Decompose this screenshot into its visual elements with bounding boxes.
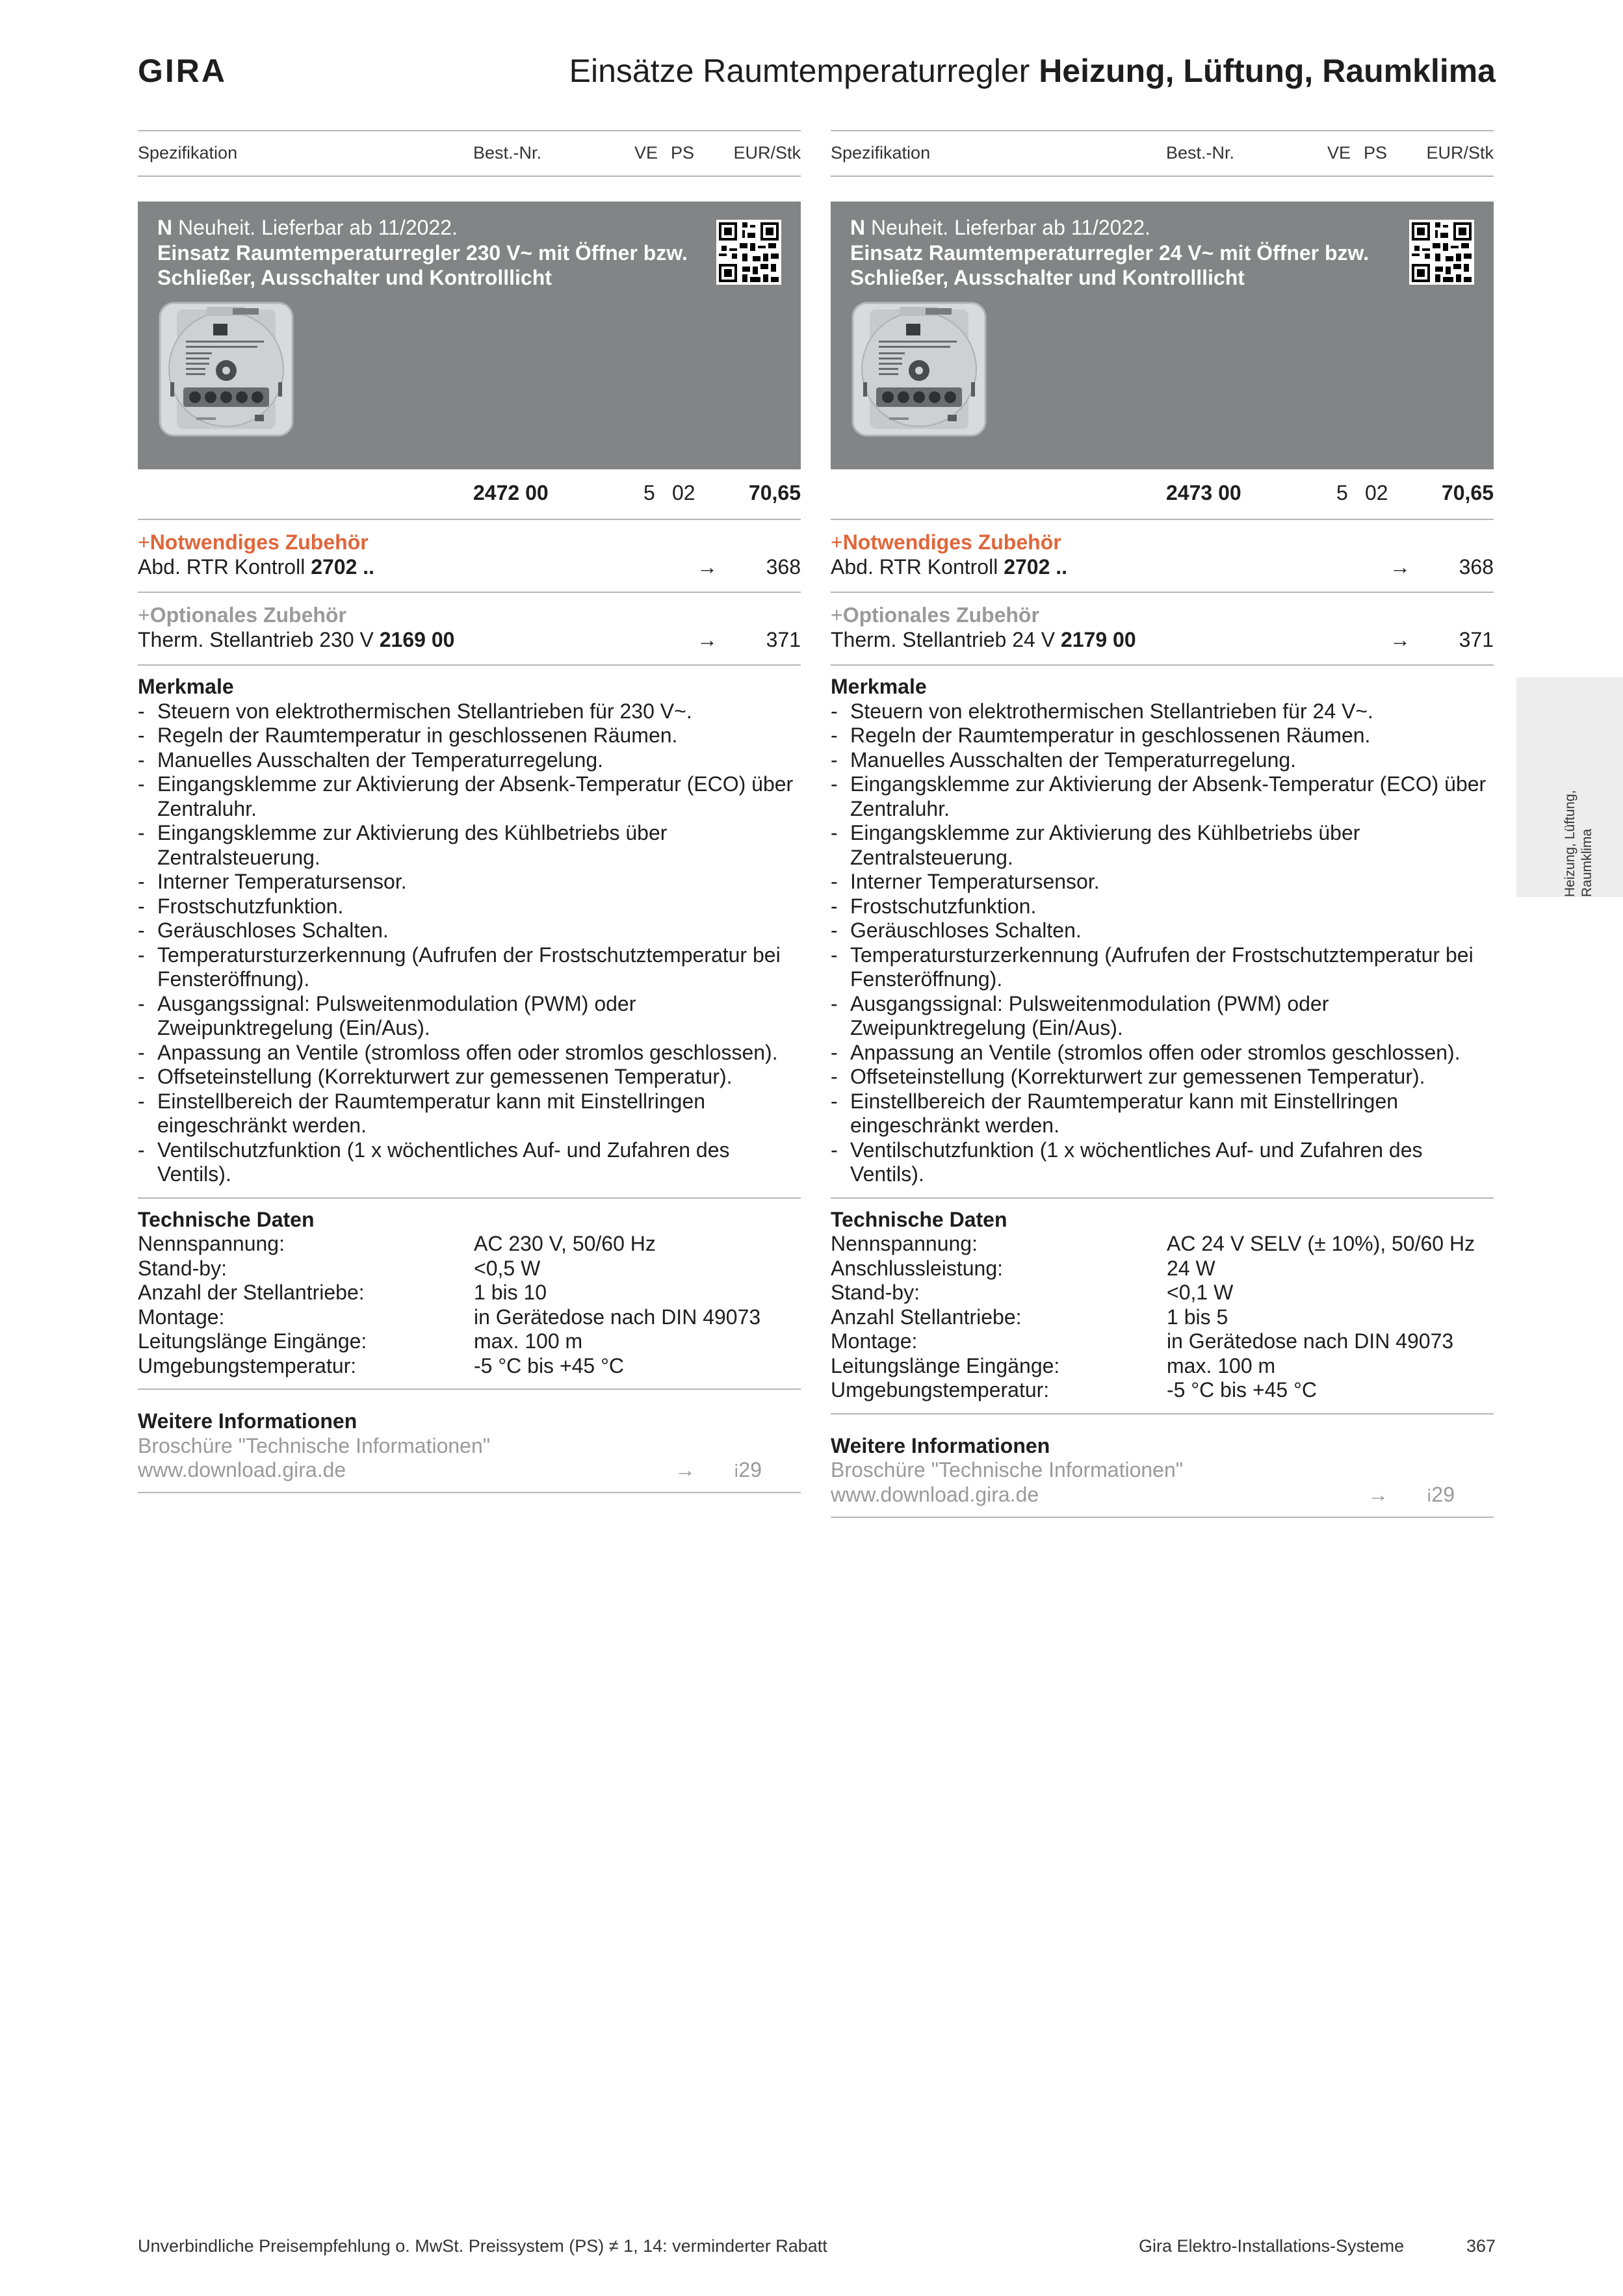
- download-url-link[interactable]: www.download.gira.de: [831, 1482, 1039, 1506]
- availability-note: [850, 216, 1150, 240]
- feature-item: - Ausgangssignal: Pulsweitenmodulation (PWM) oder Zweipunktregelung (Ein/Aus).: [138, 992, 801, 1041]
- column-header-price: EUR/Stk: [733, 143, 801, 163]
- optional-accessory: [138, 593, 801, 666]
- technical-data-value: AC 230 V, 50/60 Hz: [474, 1232, 656, 1255]
- required-accessory-page-link[interactable]: 368: [1459, 555, 1494, 579]
- footer-disclaimer: Unverbindliche Preisempfehlung o. MwSt. Preissystem (PS) ≠ 1, 14: verminderter Rabatt: [138, 2236, 827, 2256]
- price-value: 70,65: [1441, 481, 1494, 504]
- technical-data-key: Montage:: [831, 1329, 918, 1353]
- required-accessory-heading-text: Notwendiges Zubehör: [842, 530, 1061, 554]
- column-header-ve: VE: [634, 143, 658, 163]
- technical-data-key: Umgebungstemperatur:: [138, 1353, 357, 1377]
- technical-data-section: [138, 1199, 801, 1390]
- technical-data-value: 24 W: [1167, 1256, 1215, 1280]
- feature-item: - Ausgangssignal: Pulsweitenmodulation (PWM) oder Zweipunktregelung (Ein/Aus).: [831, 992, 1494, 1041]
- product-title: Einsatz Raumtemperaturregler 230 V~ mit Öffner bzw. Schließer, Ausschalter und Kontrolllicht: [157, 241, 688, 289]
- feature-item: - Offseteinstellung (Korrekturwert zur gemessenen Temperatur).: [831, 1065, 1494, 1089]
- technical-data-value: in Gerätedose nach DIN 49073: [474, 1305, 761, 1329]
- column-header-order-no: Best.-Nr.: [473, 143, 542, 163]
- info-reference[interactable]: [1427, 1483, 1455, 1509]
- technical-data-value: max. 100 m: [1167, 1353, 1276, 1377]
- technical-data-value: -5 °C bis +45 °C: [1167, 1378, 1318, 1402]
- plus-icon: +: [138, 603, 150, 627]
- technical-data-key: Leitungslänge Eingänge:: [138, 1329, 367, 1353]
- arrow-right-icon: →: [1390, 555, 1410, 579]
- feature-item: - Temperatursturzerkennung (Aufrufen der Frostschutztemperatur bei Fensteröffnung).: [138, 943, 801, 992]
- technical-data-table: [138, 1232, 801, 1378]
- section-side-tab-label: Heizung, Lüftung, Raumklima: [1563, 790, 1594, 897]
- product-banner: [831, 202, 1494, 469]
- arrow-right-icon: →: [1390, 628, 1410, 651]
- optional-accessory-heading: [138, 603, 346, 627]
- technical-data-heading: Technische Daten: [831, 1207, 1007, 1231]
- technical-data-value: <0,5 W: [474, 1256, 541, 1280]
- technical-data-value: -5 °C bis +45 °C: [474, 1353, 625, 1377]
- technical-data-row: [138, 1354, 801, 1379]
- arrow-right-icon: →: [697, 555, 718, 579]
- optional-accessory-heading: [831, 603, 1039, 627]
- technical-data-key: Anschlussleistung:: [831, 1256, 1004, 1280]
- optional-accessory-page-link[interactable]: 371: [1459, 628, 1494, 651]
- availability-note: [157, 216, 458, 240]
- download-url-link[interactable]: www.download.gira.de: [138, 1458, 346, 1481]
- technical-data-key: Stand-by:: [831, 1281, 920, 1304]
- technical-data-row: [831, 1232, 1494, 1257]
- features-list: [138, 699, 801, 1197]
- product-column-230v: [138, 130, 801, 1493]
- optional-accessory-page-link[interactable]: 371: [766, 628, 801, 651]
- feature-item: - Interner Temperatursensor.: [138, 870, 801, 894]
- feature-item: - Geräuschloses Schalten.: [831, 919, 1494, 943]
- technical-data-value: max. 100 m: [474, 1329, 583, 1353]
- feature-item: - Eingangsklemme zur Aktivierung der Absenk-Temperatur (ECO) über Zentraluhr.: [138, 772, 801, 821]
- product-title: Einsatz Raumtemperaturregler 24 V~ mit Öffner bzw. Schließer, Ausschalter und Kontrolllicht: [850, 241, 1370, 289]
- feature-item: - Offseteinstellung (Korrekturwert zur gemessenen Temperatur).: [138, 1065, 801, 1089]
- price-row: [138, 469, 801, 520]
- page-number: 367: [1466, 2236, 1496, 2256]
- technical-data-key: Nennspannung:: [138, 1232, 285, 1255]
- feature-item: - Ventilschutzfunktion (1 x wöchentliches Auf- und Zufahren des Ventils).: [138, 1138, 801, 1187]
- required-accessory-code: 2702 ..: [1004, 555, 1068, 579]
- technical-data-key: Leitungslänge Eingänge:: [831, 1353, 1060, 1377]
- feature-item: - Frostschutzfunktion.: [138, 894, 801, 919]
- feature-item: - Anpassung an Ventile (stromlos offen oder stromlos geschlossen).: [831, 1041, 1494, 1065]
- info-reference[interactable]: [734, 1458, 762, 1484]
- plus-icon: +: [831, 603, 843, 627]
- feature-item: - Temperatursturzerkennung (Aufrufen der Frostschutztemperatur bei Fensteröffnung).: [831, 943, 1494, 992]
- arrow-right-icon: →: [675, 1458, 695, 1481]
- required-accessory-name: Abd. RTR Kontroll: [831, 555, 998, 579]
- technical-data-value: <0,1 W: [1167, 1281, 1234, 1304]
- technical-data-table: [831, 1232, 1494, 1403]
- feature-item: - Manuelles Ausschalten der Temperaturregelung.: [138, 748, 801, 773]
- technical-data-key: Montage:: [138, 1305, 225, 1329]
- feature-item: - Manuelles Ausschalten der Temperaturregelung.: [831, 748, 1494, 773]
- required-accessory-item[interactable]: [831, 555, 1067, 579]
- device-image: [157, 300, 295, 438]
- feature-item: - Geräuschloses Schalten.: [138, 919, 801, 943]
- more-info-section: [138, 1390, 801, 1493]
- optional-accessory-heading-text: Optionales Zubehör: [842, 603, 1039, 627]
- optional-accessory-heading-text: Optionales Zubehör: [149, 603, 346, 627]
- technical-data-key: Anzahl der Stellantriebe:: [138, 1281, 365, 1304]
- technical-data-row: [831, 1257, 1494, 1281]
- required-accessory-code: 2702 ..: [311, 555, 375, 579]
- new-badge: N: [157, 216, 173, 239]
- technical-data-row: [138, 1257, 801, 1281]
- feature-item: - Eingangsklemme zur Aktivierung des Kühlbetriebs über Zentralsteuerung.: [831, 821, 1494, 870]
- info-i-icon: ⅰ: [1427, 1485, 1432, 1506]
- page-title: [569, 52, 1496, 90]
- product-column-24v: [831, 130, 1494, 1518]
- qr-code-icon[interactable]: [716, 220, 781, 285]
- column-header-spec: Spezifikation: [138, 143, 238, 163]
- more-info-section: [831, 1415, 1494, 1518]
- required-accessory-page-link[interactable]: 368: [766, 555, 801, 579]
- optional-accessory-item[interactable]: [138, 628, 454, 652]
- technical-data-section: [831, 1199, 1494, 1415]
- product-banner: [138, 202, 801, 469]
- column-header-row: [138, 130, 801, 177]
- required-accessory: [138, 520, 801, 593]
- download-link-row: [831, 1483, 1494, 1517]
- optional-accessory-name: Therm. Stellantrieb 230 V: [138, 628, 374, 651]
- technical-data-key: Stand-by:: [138, 1256, 227, 1280]
- feature-item: - Steuern von elektrothermischen Stellantrieben für 24 V~.: [831, 699, 1494, 724]
- technical-data-row: [138, 1329, 801, 1354]
- order-number: 2472 00: [473, 481, 549, 504]
- technical-data-row: [138, 1281, 801, 1305]
- info-i-icon: ⅰ: [734, 1461, 739, 1481]
- info-reference-number: 29: [738, 1458, 762, 1481]
- technical-data-value: 1 bis 5: [1167, 1305, 1228, 1329]
- technical-data-row: [831, 1378, 1494, 1403]
- feature-item: - Eingangsklemme zur Aktivierung der Absenk-Temperatur (ECO) über Zentraluhr.: [831, 772, 1494, 821]
- order-number: 2473 00: [1166, 481, 1241, 504]
- technical-data-key: Umgebungstemperatur:: [831, 1378, 1050, 1402]
- price-value: 70,65: [748, 481, 801, 504]
- technical-data-row: [831, 1329, 1494, 1354]
- page-title-bold: Heizung, Lüftung, Raumklima: [1039, 53, 1496, 89]
- device-image: [850, 300, 988, 438]
- technical-data-key: Anzahl Stellantriebe:: [831, 1305, 1022, 1329]
- technical-data-value: AC 24 V SELV (± 10%), 50/60 Hz: [1167, 1232, 1475, 1255]
- features-heading: Merkmale: [138, 675, 234, 698]
- technical-data-row: [831, 1305, 1494, 1330]
- footer-publisher: Gira Elektro-Installations-Systeme: [1139, 2236, 1405, 2256]
- availability-text: Neuheit. Lieferbar ab 11/2022.: [871, 216, 1150, 239]
- required-accessory-item[interactable]: [138, 555, 374, 579]
- more-info-heading: Weitere Informationen: [138, 1409, 357, 1433]
- page-title-regular: Einsätze Raumtemperaturregler: [569, 53, 1030, 89]
- required-accessory-name: Abd. RTR Kontroll: [138, 555, 305, 579]
- feature-item: - Einstellbereich der Raumtemperatur kann mit Einstellringen eingeschränkt werden.: [831, 1089, 1494, 1138]
- feature-item: - Eingangsklemme zur Aktivierung des Kühlbetriebs über Zentralsteuerung.: [138, 821, 801, 870]
- required-accessory-heading-text: Notwendiges Zubehör: [149, 530, 369, 554]
- column-header-ps: PS: [1364, 143, 1388, 163]
- brochure-link[interactable]: Broschüre "Technische Informationen": [138, 1433, 491, 1457]
- features-section: [831, 666, 1494, 1199]
- optional-accessory-item[interactable]: [831, 628, 1136, 652]
- required-accessory: [831, 520, 1494, 593]
- feature-item: - Frostschutzfunktion.: [831, 894, 1494, 919]
- features-section: [138, 666, 801, 1199]
- technical-data-value: in Gerätedose nach DIN 49073: [1167, 1329, 1454, 1353]
- ve-value: 5: [643, 481, 655, 504]
- qr-code-icon[interactable]: [1409, 220, 1474, 285]
- column-header-spec: Spezifikation: [831, 143, 931, 163]
- arrow-right-icon: →: [1368, 1482, 1388, 1506]
- technical-data-key: Nennspannung:: [831, 1232, 978, 1255]
- column-header-price: EUR/Stk: [1426, 143, 1494, 163]
- plus-icon: +: [831, 530, 843, 554]
- technical-data-row: [138, 1232, 801, 1257]
- new-badge: N: [850, 216, 866, 239]
- technical-data-value: 1 bis 10: [474, 1281, 547, 1304]
- availability-text: Neuheit. Lieferbar ab 11/2022.: [178, 216, 458, 239]
- required-accessory-heading: [831, 530, 1061, 554]
- column-header-row: [831, 130, 1494, 177]
- feature-item: - Anpassung an Ventile (stromloss offen oder stromlos geschlossen).: [138, 1041, 801, 1065]
- technical-data-row: [831, 1281, 1494, 1305]
- download-link-row: [138, 1458, 801, 1492]
- price-row: [831, 469, 1494, 520]
- section-side-tab[interactable]: [1516, 677, 1623, 897]
- ve-value: 5: [1336, 481, 1348, 504]
- optional-accessory-code: 2169 00: [379, 628, 455, 651]
- column-header-ps: PS: [671, 143, 695, 163]
- optional-accessory-name: Therm. Stellantrieb 24 V: [831, 628, 1056, 651]
- feature-item: - Interner Temperatursensor.: [831, 870, 1494, 894]
- more-info-heading: Weitere Informationen: [831, 1433, 1050, 1457]
- brochure-link[interactable]: Broschüre "Technische Informationen": [831, 1458, 1184, 1481]
- technical-data-row: [138, 1305, 801, 1330]
- feature-item: - Regeln der Raumtemperatur in geschlossenen Räumen.: [831, 724, 1494, 748]
- feature-item: - Steuern von elektrothermischen Stellantrieben für 230 V~.: [138, 699, 801, 724]
- technical-data-row: [831, 1354, 1494, 1379]
- required-accessory-heading: [138, 530, 369, 554]
- technical-data-heading: Technische Daten: [138, 1207, 315, 1231]
- column-header-ve: VE: [1327, 143, 1351, 163]
- features-heading: Merkmale: [831, 675, 927, 698]
- features-list: [831, 699, 1494, 1197]
- feature-item: - Einstellbereich der Raumtemperatur kann mit Einstellringen eingeschränkt werden.: [138, 1089, 801, 1138]
- optional-accessory: [831, 593, 1494, 666]
- plus-icon: +: [138, 530, 150, 554]
- ps-value: 02: [1365, 481, 1388, 504]
- feature-item: - Ventilschutzfunktion (1 x wöchentliches Auf- und Zufahren des Ventils).: [831, 1138, 1494, 1187]
- feature-item: - Regeln der Raumtemperatur in geschlossenen Räumen.: [138, 724, 801, 748]
- info-reference-number: 29: [1431, 1482, 1455, 1506]
- ps-value: 02: [672, 481, 695, 504]
- brand-logo: GIRA: [138, 53, 227, 89]
- column-header-order-no: Best.-Nr.: [1166, 143, 1235, 163]
- optional-accessory-code: 2179 00: [1060, 628, 1136, 651]
- arrow-right-icon: →: [697, 628, 718, 651]
